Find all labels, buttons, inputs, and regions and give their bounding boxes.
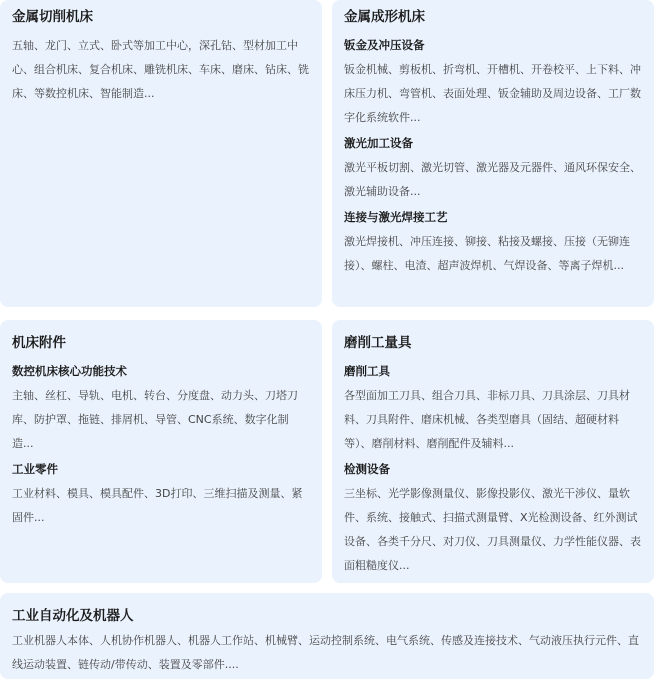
section-title[interactable]: 钣金及冲压设备 xyxy=(344,38,425,52)
section-description: 激光焊接机、冲压连接、铆接、粘接及螺接、压接（无铆连接）、螺柱、电渣、超声波焊机、气焊设备、等离子焊机... xyxy=(344,235,630,272)
card-title[interactable]: 磨削工量具 xyxy=(344,335,412,351)
category-card-metal-forming[interactable] xyxy=(332,0,654,307)
section-description: 激光平板切割、激光切管、激光器及元器件、通风环保安全、激光辅助设备... xyxy=(344,161,641,198)
section-title[interactable]: 工业零件 xyxy=(12,462,58,476)
category-card-grinding-tools[interactable] xyxy=(332,320,654,583)
section-title[interactable]: 数控机床核心功能技术 xyxy=(12,364,127,378)
card-description: 工业机器人本体、人机协作机器人、机器人工作站、机械臂、运动控制系统、电气系统、传感及连接技术、气动液压执行元件、直线运动装置、链传动/带传动、装置及零部件.... xyxy=(12,634,639,671)
category-card-metal-cutting[interactable] xyxy=(0,0,322,307)
card-title[interactable]: 机床附件 xyxy=(12,335,66,351)
card-title[interactable]: 金属切削机床 xyxy=(12,9,93,25)
category-card-automation-robotics[interactable] xyxy=(0,593,654,679)
section-title[interactable]: 激光加工设备 xyxy=(344,136,413,150)
section-description: 三坐标、光学影像测量仪、影像投影仪、激光干涉仪、量软件、系统、接触式、扫描式测量臂、X光检测设备、红外测试设备、各类千分尺、对刀仪、刀具测量仪、力学性能仪器、表面粗糙度仪... xyxy=(344,487,641,572)
card-title[interactable]: 金属成形机床 xyxy=(344,9,425,25)
section-title[interactable]: 连接与激光焊接工艺 xyxy=(344,210,448,224)
section-title[interactable]: 检测设备 xyxy=(344,462,390,476)
section-description: 钣金机械、剪板机、折弯机、开槽机、开卷校平、上下料、冲床压力机、弯管机、表面处理、钣金辅助及周边设备、工厂数字化系统软件... xyxy=(344,63,641,124)
section-title[interactable]: 磨削工具 xyxy=(344,364,390,378)
section-description: 各型面加工刀具、组合刀具、非标刀具、刀具涂层、刀具材料、刀具附件、磨床机械、各类型磨具（固结、超硬材料等）、磨削材料、磨削配件及辅料... xyxy=(344,389,630,450)
card-description: 五轴、龙门、立式、卧式等加工中心，深孔钻、型材加工中心、组合机床、复合机床、雕铣机床、车床、磨床、钻床、铣床、等数控机床、智能制造... xyxy=(12,39,309,100)
section-description: 工业材料、模具、模具配件、3D打印、三维扫描及测量、紧固件... xyxy=(12,487,303,524)
card-title[interactable]: 工业自动化及机器人 xyxy=(12,608,134,624)
section-description: 主轴、丝杠、导轨、电机、转台、分度盘、动力头、刀塔刀库、防护罩、拖链、排屑机、导管、CNC系统、数字化制造... xyxy=(12,389,298,450)
category-card-machine-accessories[interactable] xyxy=(0,320,322,583)
